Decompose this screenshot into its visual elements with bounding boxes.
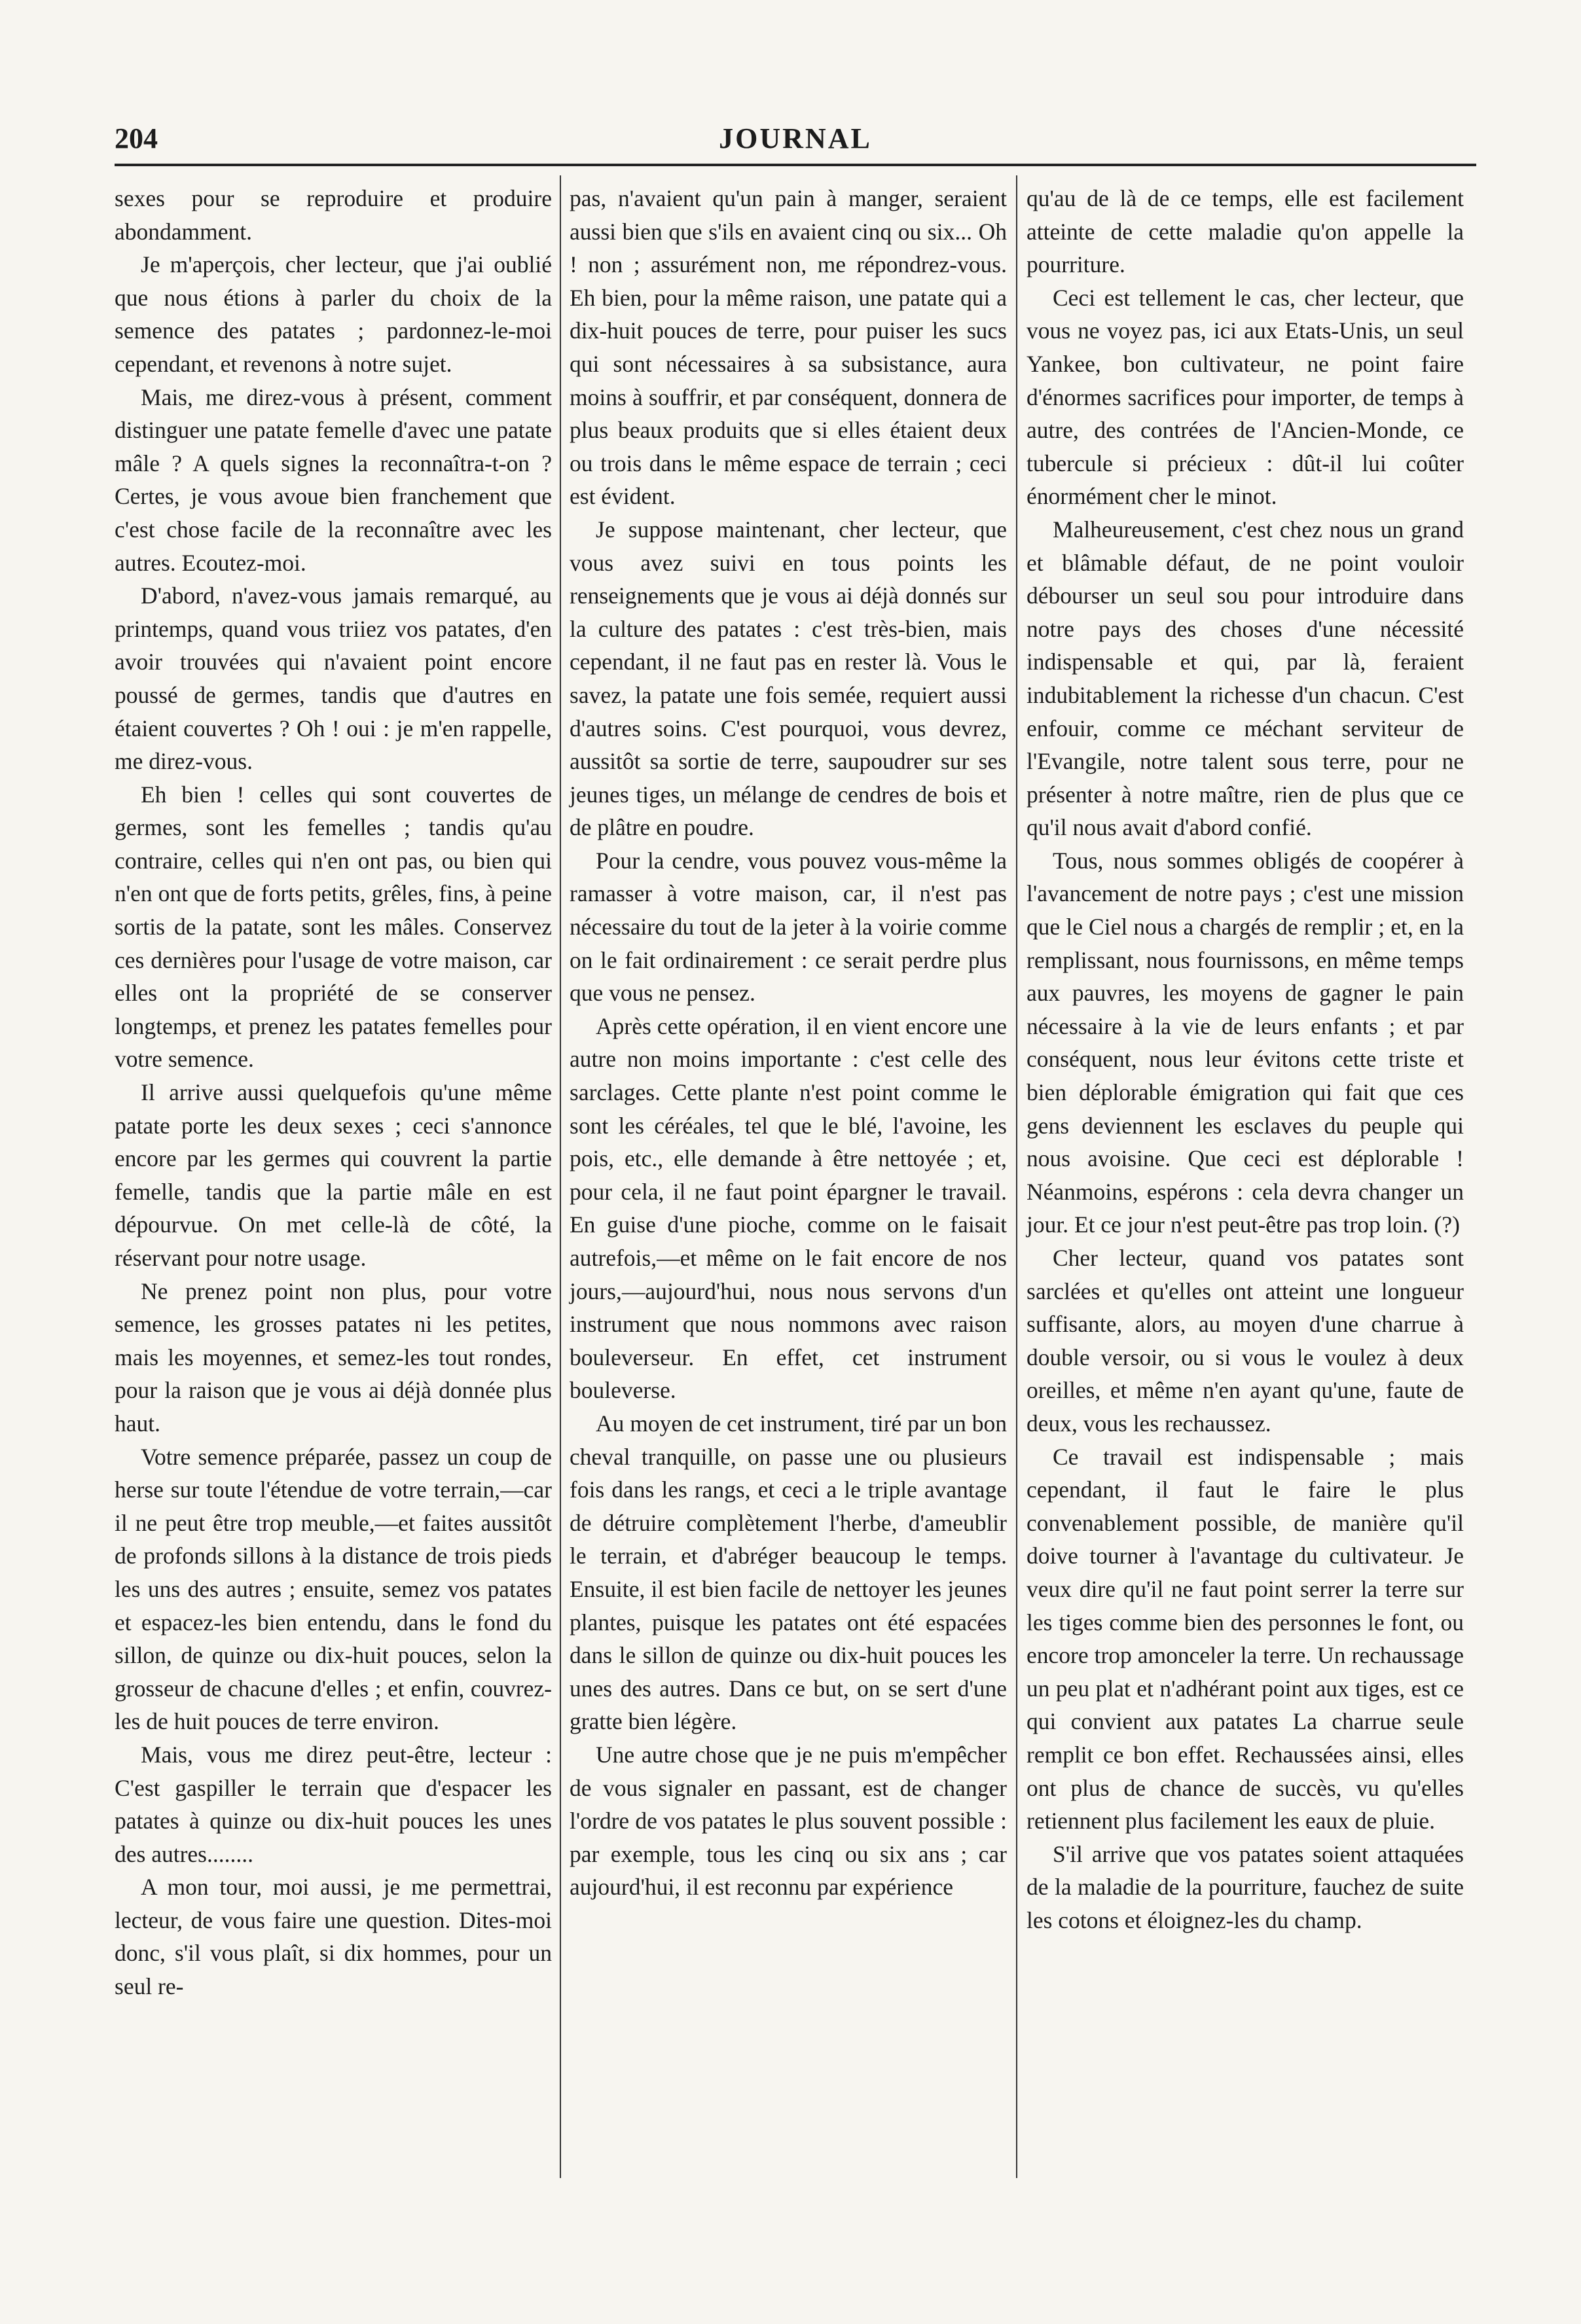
paragraph: Je suppose maintenant, cher lecteur, que vous avez suivi en tous points les renseignements que je vous ai déjà donnés sur la culture des patates : c'est très-bien, mais cependant, il ne faut pas en rester là. Vous le savez, la patate une fois semée, requiert aussi d'autres soins. C'est pourquoi, vous devrez, aussitôt sa sortie de terre, saupoudrer sur ses jeunes tiges, un mélange de cendres de bois et de plâtre en poudre. <box>570 516 1007 841</box>
paragraph: S'il arrive que vos patates soient attaquées de la maladie de la pourriture, fauchez de suite les cotons et éloignez-les du champ. <box>1027 1840 1464 1933</box>
paragraph: A mon tour, moi aussi, je me permettrai, lecteur, de vous faire une question. Dites-moi donc, s'il vous plaît, si dix hommes, pour un seul re- <box>115 1874 552 2000</box>
paragraph: Ceci est tellement le cas, cher lecteur, que vous ne voyez pas, ici aux Etats-Unis, un seul Yankee, bon cultivateur, ne point faire d'énormes sacrifices pour importer, de temps à autre, des contrées de l'Ancien-Monde, ce tubercule si précieux : dût-il lui coûter énormément cher le minot. <box>1027 284 1464 510</box>
paragraph: D'abord, n'avez-vous jamais remarqué, au printemps, quand vous triiez vos patates, d'en avoir trouvées qui n'avaient point encore poussé de germes, tandis que d'autres en étaient couvertes ? Oh ! oui : je m'en rappelle, me direz-vous. <box>115 582 552 775</box>
paragraph: sexes pour se reproduire et produire abondamment. <box>115 185 552 245</box>
header-rule <box>115 164 1476 166</box>
paragraph: Cher lecteur, quand vos patates sont sarclées et qu'elles ont atteint une longueur suffisante, alors, au moyen d'une charrue à double versoir, ou si vous le voulez à deux oreilles, et même n'en ayant qu'une, faute de deux, vous les rechaussez. <box>1027 1245 1464 1437</box>
column-2 <box>570 182 1007 1904</box>
paragraph: Mais, me direz-vous à présent, comment distinguer une patate femelle d'avec une patate mâle ? A quels signes la reconnaîtra-t-on ? Certes, je vous avoue bien franchement que c'est chose facile de la reconnaître avec les autres. Ecoutez-moi. <box>115 384 552 576</box>
column-3 <box>1027 182 1464 1937</box>
paragraph: Votre semence préparée, passez un coup de herse sur toute l'étendue de votre terrain,—car il ne peut être trop meuble,—et faites aussitôt de profonds sillons à la distance de trois pieds les uns des autres ; ensuite, semez vos patates et espacez-les bien entendu, dans le fond du sillon, de quinze ou dix-huit pouces, selon la grosseur de chacune d'elles ; et enfin, couvrez-les de huit pouces de terre environ. <box>115 1443 552 1735</box>
paragraph: Eh bien ! celles qui sont couvertes de germes, sont les femelles ; tandis qu'au contraire, celles qui n'en ont pas, ou bien qui n'en ont que de forts petits, grêles, fins, à peine sortis de la patate, sont les mâles. Conservez ces dernières pour l'usage de votre maison, car elles ont la propriété de se conserver longtemps, et prenez les patates femelles pour votre semence. <box>115 781 552 1073</box>
paragraph: Après cette opération, il en vient encore une autre non moins importante : c'est celle des sarclages. Cette plante n'est point comme le sont les céréales, tel que le blé, l'avoine, les pois, etc., elle demande à être nettoyée ; et, pour cela, il ne faut point épargner le travail. En guise d'une pioche, comme on le faisait autrefois,—et même on le fait encore de nos jours,—aujourd'hui, nous nous servons d'un instrument que nous nommons avec raison bouleverseur. En effet, cet instrument bouleverse. <box>570 1012 1007 1404</box>
running-title: JOURNAL <box>719 122 872 154</box>
paragraph: Au moyen de cet instrument, tiré par un bon cheval tranquille, on passe une ou plusieurs fois dans les rangs, et ceci a le triple avantage de détruire complètement l'herbe, d'ameublir le terrain, et d'abréger beaucoup le temps. Ensuite, il est bien facile de nettoyer les jeunes plantes, puisque les patates ont été espacées dans le sillon de quinze ou dix-huit pouces les unes des autres. Dans ce but, on se sert d'une gratte bien légère. <box>570 1410 1007 1735</box>
paragraph: Mais, vous me direz peut-être, lecteur : C'est gaspiller le terrain que d'espacer les patates à quinze ou dix-huit pouces les unes des autres........ <box>115 1741 552 1867</box>
paragraph: Il arrive aussi quelquefois qu'une même patate porte les deux sexes ; ceci s'annonce encore par les germes qui couvrent la partie femelle, tandis que la partie mâle en est dépourvue. On met celle-là de côté, la réservant pour notre usage. <box>115 1079 552 1271</box>
paragraph: Pour la cendre, vous pouvez vous-même la ramasser à votre maison, car, il n'est pas nécessaire du tout de la jeter à la voirie comme on le fait ordinairement : ce serait perdre plus que vous ne pensez. <box>570 847 1007 1007</box>
page-number: 204 <box>115 122 158 154</box>
paragraph: Une autre chose que je ne puis m'empêcher de vous signaler en passant, est de changer l'ordre de vos patates le plus souvent possible : par exemple, tous les cinq ou six ans ; car aujourd'hui, il est reconnu par expérience <box>570 1741 1007 1901</box>
paragraph: qu'au de là de ce temps, elle est facilement atteinte de cette maladie qu'on appelle la pourriture. <box>1027 185 1464 278</box>
column-1 <box>115 182 552 2003</box>
paragraph: Ce travail est indispensable ; mais cependant, il faut le faire le plus convenablement possible, de manière qu'il doive tourner à l'avantage du cultivateur. Je veux dire qu'il ne faut point serrer la terre sur les tiges comme bien des personnes le font, ou encore trop amonceler la terre. Un rechaussage un peu plat et n'adhérant point aux tiges, est ce qui convient aux patates La charrue seule remplit ce bon effet. Rechaussées ainsi, elles ont plus de chance de succès, vu qu'elles retiennent plus facilement les eaux de pluie. <box>1027 1443 1464 1834</box>
paragraph: Je m'aperçois, cher lecteur, que j'ai oublié que nous étions à parler du choix de la semence des patates ; pardonnez-le-moi cependant, et revenons à notre sujet. <box>115 251 552 377</box>
column-divider <box>1016 175 1017 2178</box>
paragraph: Malheureusement, c'est chez nous un grand et blâmable défaut, de ne point vouloir débourser un seul sou pour introduire dans notre pays des choses d'une nécessité indispensable et qui, par là, feraient indubitablement la richesse d'un chacun. C'est enfouir, comme ce méchant serviteur de l'Evangile, notre talent sous terre, pour ne présenter à notre maître, rien de plus que ce qu'il nous avait d'abord confié. <box>1027 516 1464 841</box>
paragraph: Tous, nous sommes obligés de coopérer à l'avancement de notre pays ; c'est une mission que le Ciel nous a chargés de remplir ; et, en la remplissant, nous fournissons, en même temps aux pauvres, les moyens de gagner le pain nécessaire à la vie de leurs enfants ; et par conséquent, nous leur évitons cette triste et bien déplorable émigration qui fait que ces gens deviennent les esclaves du peuple qui nous avoisine. Que ceci est déplorable ! Néanmoins, espérons : cela devra changer un jour. Et ce jour n'est peut-être pas trop loin. (?) <box>1027 847 1464 1238</box>
column-divider <box>560 175 561 2178</box>
paragraph: Ne prenez point non plus, pour votre semence, les grosses patates ni les petites, mais les moyennes, et semez-les tout rondes, pour la raison que je vous ai déjà donnée plus haut. <box>115 1278 552 1437</box>
page-header <box>115 116 1476 162</box>
paragraph: pas, n'avaient qu'un pain à manger, seraient aussi bien que s'ils en avaient cinq ou six... Oh ! non ; assurément non, me répondrez-vous. Eh bien, pour la même raison, une patate qui a dix-huit pouces de terre, pour puiser les sucs qui sont nécessaires à sa subsistance, aura moins à souffrir, et par conséquent, donnera de plus beaux produits que si elles étaient deux ou trois dans le même espace de terrain ; ceci est évident. <box>570 185 1007 510</box>
